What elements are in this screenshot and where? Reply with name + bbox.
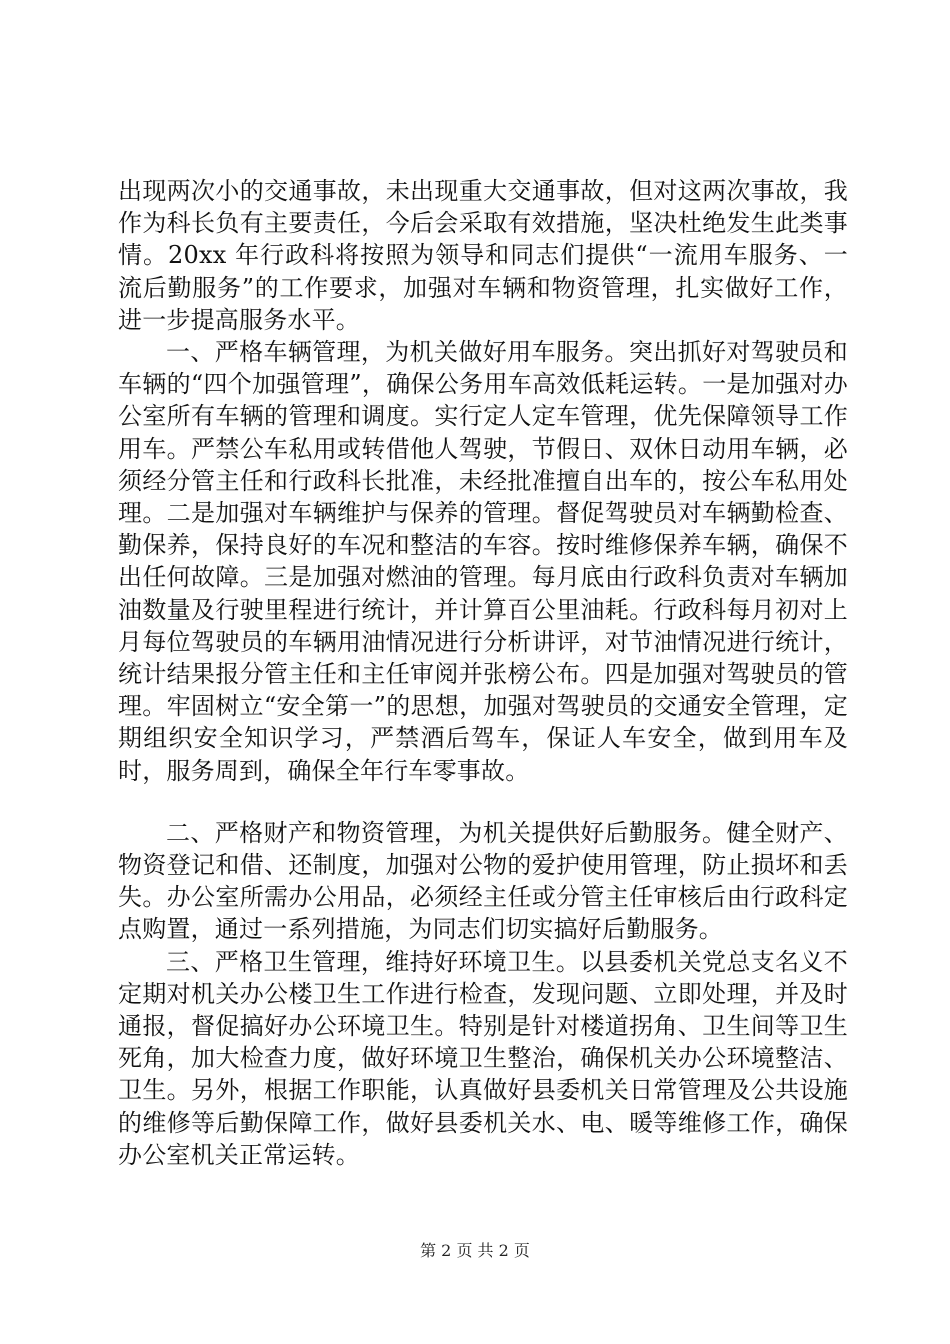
- paragraph-continuation: 出现两次小的交通事故，未出现重大交通事故，但对这两次事故，我作为科长负有主要责任，今后会采取有效措施，坚决杜绝发生此类事情。20xx 年行政科将按照为领导和同志们提供“一流用车服务、一流后勤服务”的工作要求，加强对车辆和物资管理，扎实做好工作，进一步提高服务水平。: [118, 177, 848, 334]
- paragraph-hygiene-management: 三、严格卫生管理，维持好环境卫生。以县委机关党总支名义不定期对机关办公楼卫生工作进行检查，发现问题、立即处理，并及时通报，督促搞好办公环境卫生。特别是针对楼道拐角、卫生间等卫生死角，加大检查力度，做好环境卫生整治，确保机关办公环境整洁、卫生。另外，根据工作职能，认真做好县委机关日常管理及公共设施的维修等后勤保障工作，做好县委机关水、电、暖等维修工作，确保办公室机关正常运转。: [118, 947, 848, 1169]
- paragraph-vehicle-management: 一、严格车辆管理，为机关做好用车服务。突出抓好对驾驶员和车辆的“四个加强管理”，确保公务用车高效低耗运转。一是加强对办公室所有车辆的管理和调度。实行定人定车管理，优先保障领导工作用车。严禁公车私用或转借他人驾驶，节假日、双休日动用车辆，必须经分管主任和行政科长批准，未经批准擅自出车的，按公车私用处理。二是加强对车辆维护与保养的管理。督促驾驶员对车辆勤检查、勤保养，保持良好的车况和整洁的车容。按时维修保养车辆，确保不出任何故障。三是加强对燃油的管理。每月底由行政科负责对车辆加油数量及行驶里程进行统计，并计算百公里油耗。行政科每月初对上月每位驾驶员的车辆用油情况进行分析讲评，对节油情况进行统计，统计结果报分管主任和主任审阅并张榜公布。四是加强对驾驶员的管理。牢固树立“安全第一”的思想，加强对驾驶员的交通安全管理，定期组织安全知识学习，严禁酒后驾车，保证人车安全，做到用车及时，服务周到，确保全年行车零事故。: [118, 338, 848, 785]
- page-footer: 第 2 页 共 2 页: [420, 1241, 530, 1260]
- document-body: [118, 175, 848, 1171]
- paragraph-property-management: 二、严格财产和物资管理，为机关提供好后勤服务。健全财产、物资登记和借、还制度，加强对公物的爱护使用管理，防止损坏和丢失。办公室所需办公用品，必须经主任或分管主任审核后由行政科定点购置，通过一系列措施，为同志们切实搞好后勤服务。: [118, 818, 848, 944]
